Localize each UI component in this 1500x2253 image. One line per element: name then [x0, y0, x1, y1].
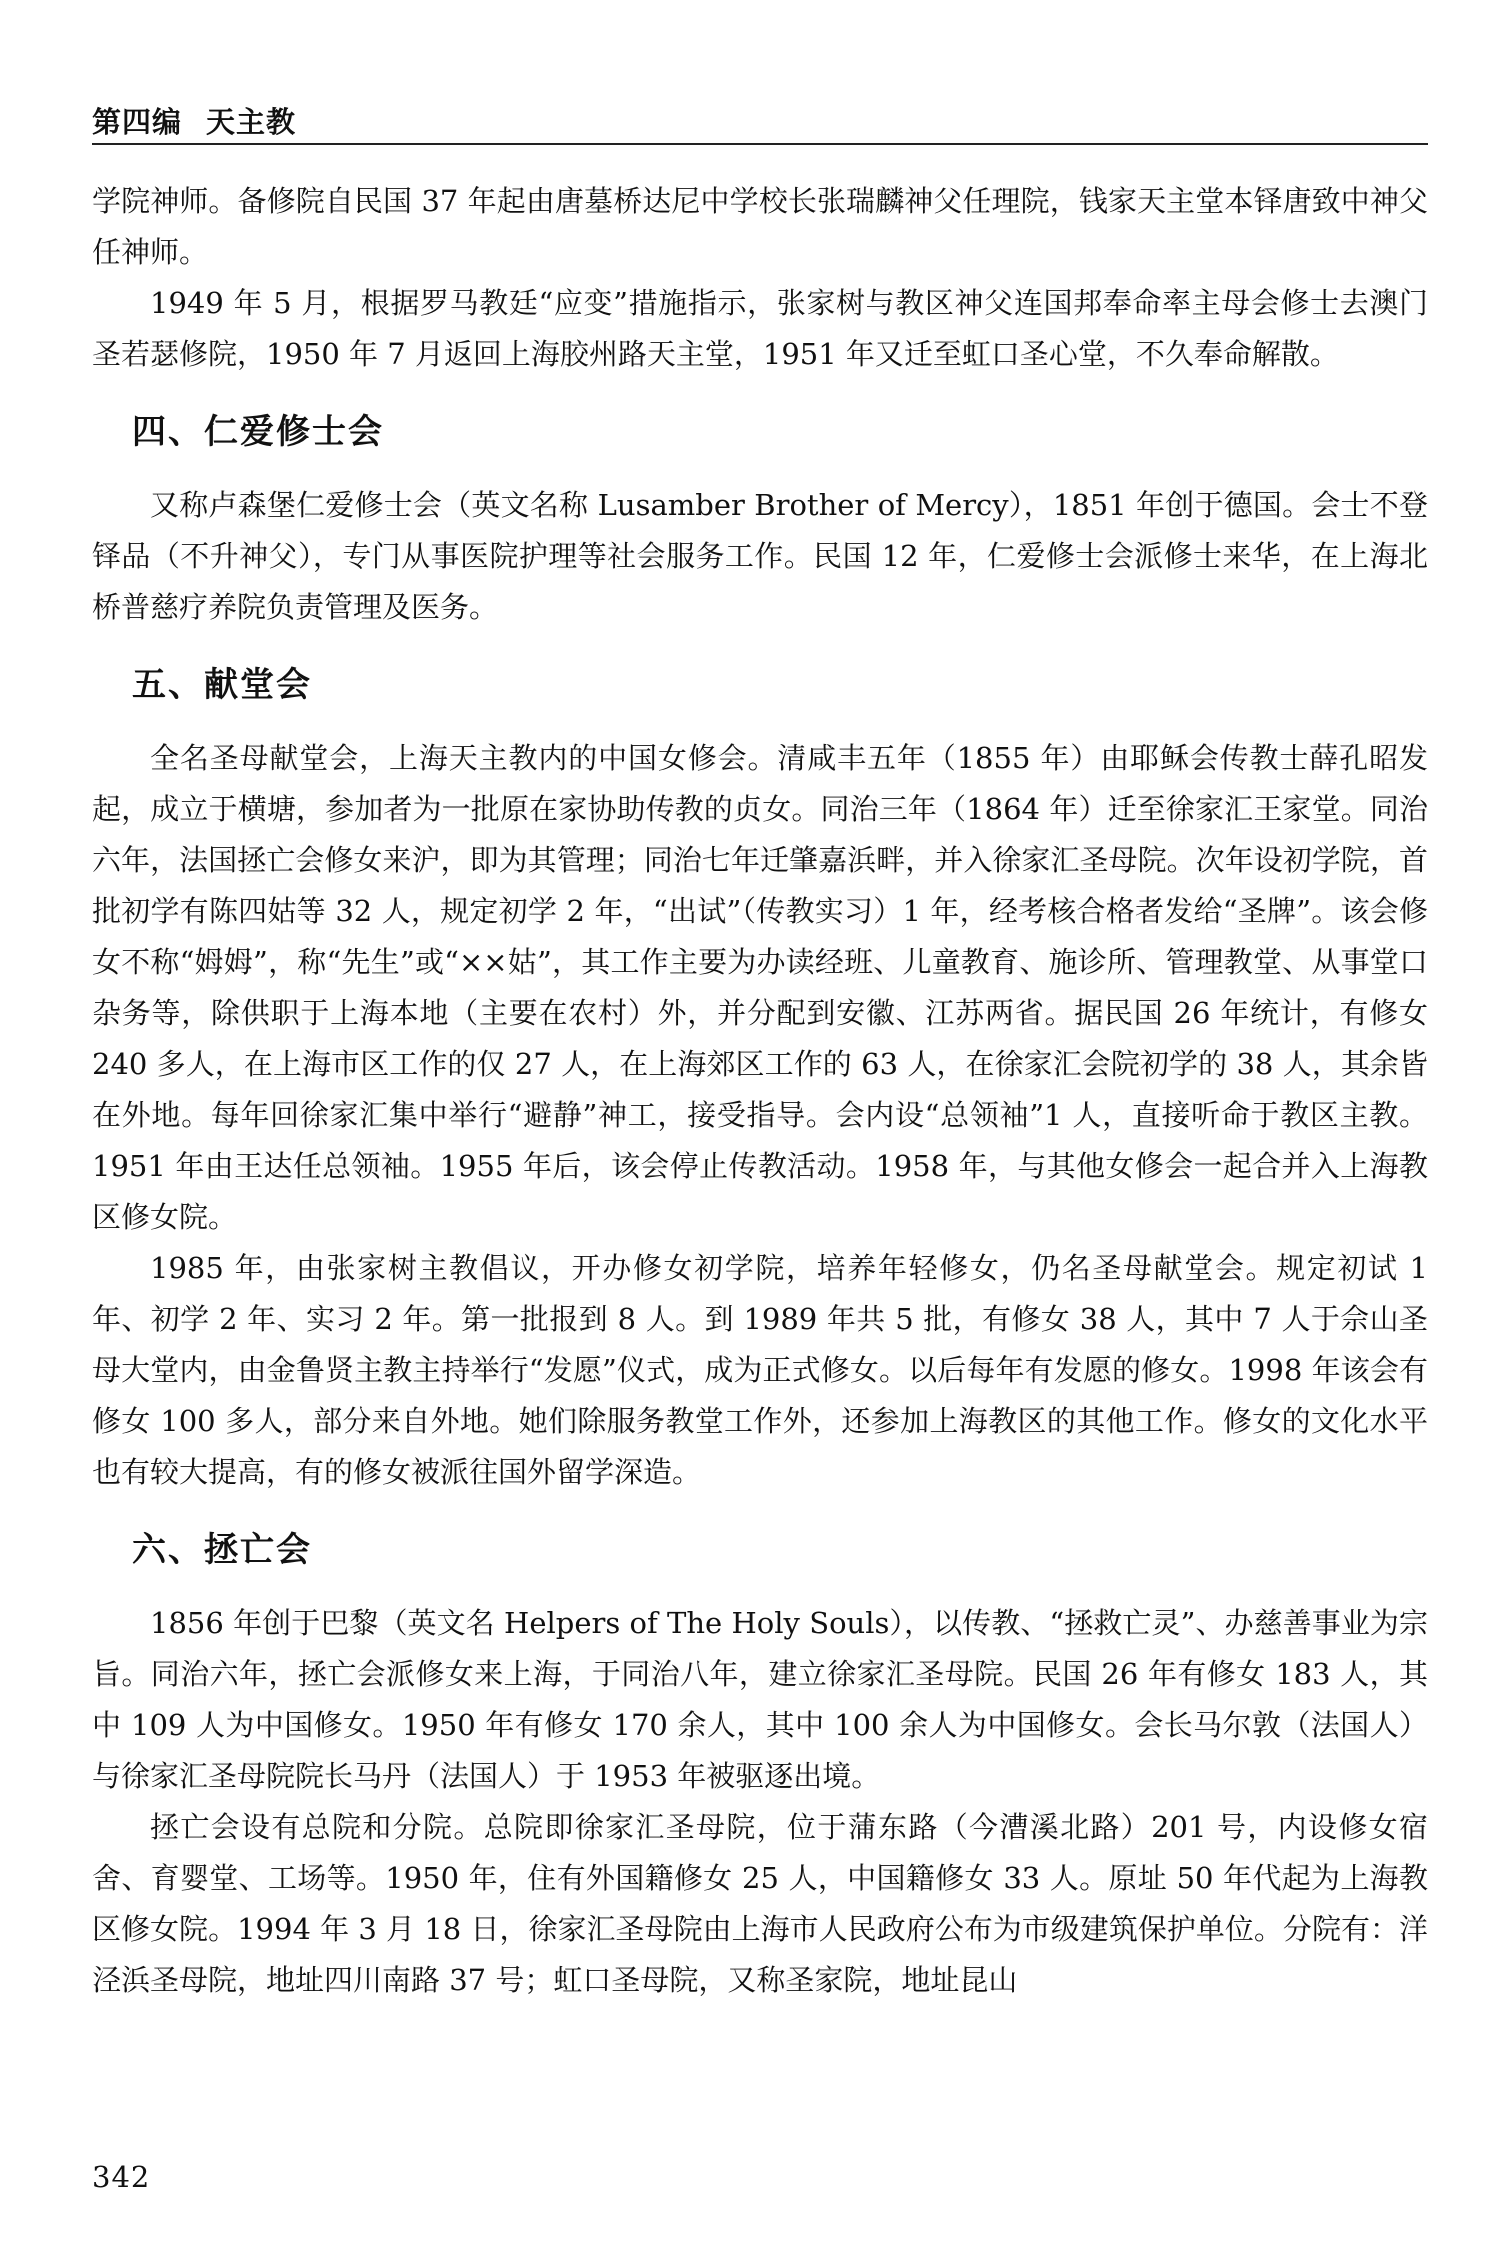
section-heading: 五、献堂会 [132, 665, 312, 705]
header-title: 天主教 [206, 105, 297, 139]
header-rule [92, 143, 1428, 145]
section-heading: 四、仁爱修士会 [132, 412, 384, 452]
section-helpers-holy-souls [92, 1526, 1428, 2006]
intro-paragraph: 学院神师。备修院自民国 37 年起由唐墓桥达尼中学校长张瑞麟神父任理院，钱家天主堂本铎唐致中神父任神师。 [92, 184, 1428, 269]
page-body [92, 176, 1428, 2006]
section-paragraph: 1856 年创于巴黎（英文名 Helpers of The Holy Souls），以传教、“拯救亡灵”、办慈善事业为宗旨。同治六年，拯亡会派修女来上海，于同治八年，建立徐家汇圣母院。民国 26 年有修女 183 人，其中 109 人为中国修女。1950 年有修女 170 余人，其中 100 余人为中国修女。会长马尔敦（法国人）与徐家汇圣母院院长马丹（法国人）于 1953 年被驱逐出境。 [92, 1606, 1428, 1793]
header-part: 第四编 [92, 105, 183, 139]
section-paragraph: 全名圣母献堂会，上海天主教内的中国女修会。清咸丰五年（1855 年）由耶稣会传教士薛孔昭发起，成立于横塘，参加者为一批原在家协助传教的贞女。同治三年（1864 年）迁至徐家汇王家堂。同治六年，法国拯亡会修女来沪，即为其管理；同治七年迁肇嘉浜畔，并入徐家汇圣母院。次年设初学院，首批初学有陈四姑等 32 人，规定初学 2 年，“出试”（传教实习）1 年，经考核合格者发给“圣牌”。该会修女不称“姆姆”，称“先生”或“××姑”，其工作主要为办读经班、儿童教育、施诊所、管理教堂、从事堂口杂务等，除供职于上海本地（主要在农村）外，并分配到安徽、江苏两省。据民国 26 年统计，有修女 240 多人，在上海市区工作的仅 27 人，在上海郊区工作的 63 人，在徐家汇会院初学的 38 人，其余皆在外地。每年回徐家汇集中举行“避静”神工，接受指导。会内设“总领袖”1 人，直接听命于教区主教。1951 年由王达任总领袖。1955 年后，该会停止传教活动。1958 年，与其他女修会一起合并入上海教区修女院。 [92, 741, 1428, 1234]
section-renai-brothers [92, 408, 1428, 633]
section-paragraph: 1985 年，由张家树主教倡议，开办修女初学院，培养年轻修女，仍名圣母献堂会。规定初试 1 年、初学 2 年、实习 2 年。第一批报到 8 人。到 1989 年共 5 批，有修女 38 人，其中 7 人于佘山圣母大堂内，由金鲁贤主教主持举行“发愿”仪式，成为正式修女。以后每年有发愿的修女。1998 年该会有修女 100 多人，部分来自外地。她们除服务教堂工作外，还参加上海教区的其他工作。修女的文化水平也有较大提高，有的修女被派往国外留学深造。 [92, 1251, 1428, 1489]
section-paragraph: 拯亡会设有总院和分院。总院即徐家汇圣母院，位于蒲东路（今漕溪北路）201 号，内设修女宿舍、育婴堂、工场等。1950 年，住有外国籍修女 25 人，中国籍修女 33 人。原址 50 年代起为上海教区修女院。1994 年 3 月 18 日，徐家汇圣母院由上海市人民政府公布为市级建筑保护单位。分院有：洋泾浜圣母院，地址四川南路 37 号；虹口圣母院，又称圣家院，地址昆山 [92, 1810, 1428, 1997]
section-paragraph: 又称卢森堡仁爱修士会（英文名称 Lusamber Brother of Mercy），1851 年创于德国。会士不登铎品（不升神父），专门从事医院护理等社会服务工作。民国 12 年，仁爱修士会派修士来华，在上海北桥普慈疗养院负责管理及医务。 [92, 488, 1428, 624]
intro-paragraph: 1949 年 5 月，根据罗马教廷“应变”措施指示，张家树与教区神父连国邦奉命率主母会修士去澳门圣若瑟修院，1950 年 7 月返回上海胶州路天主堂，1951 年又迁至虹口圣心堂，不久奉命解散。 [92, 286, 1428, 371]
page-number: 342 [92, 2160, 151, 2194]
running-header [92, 100, 296, 141]
section-presentation-sisters [92, 661, 1428, 1498]
section-heading: 六、拯亡会 [132, 1530, 312, 1570]
